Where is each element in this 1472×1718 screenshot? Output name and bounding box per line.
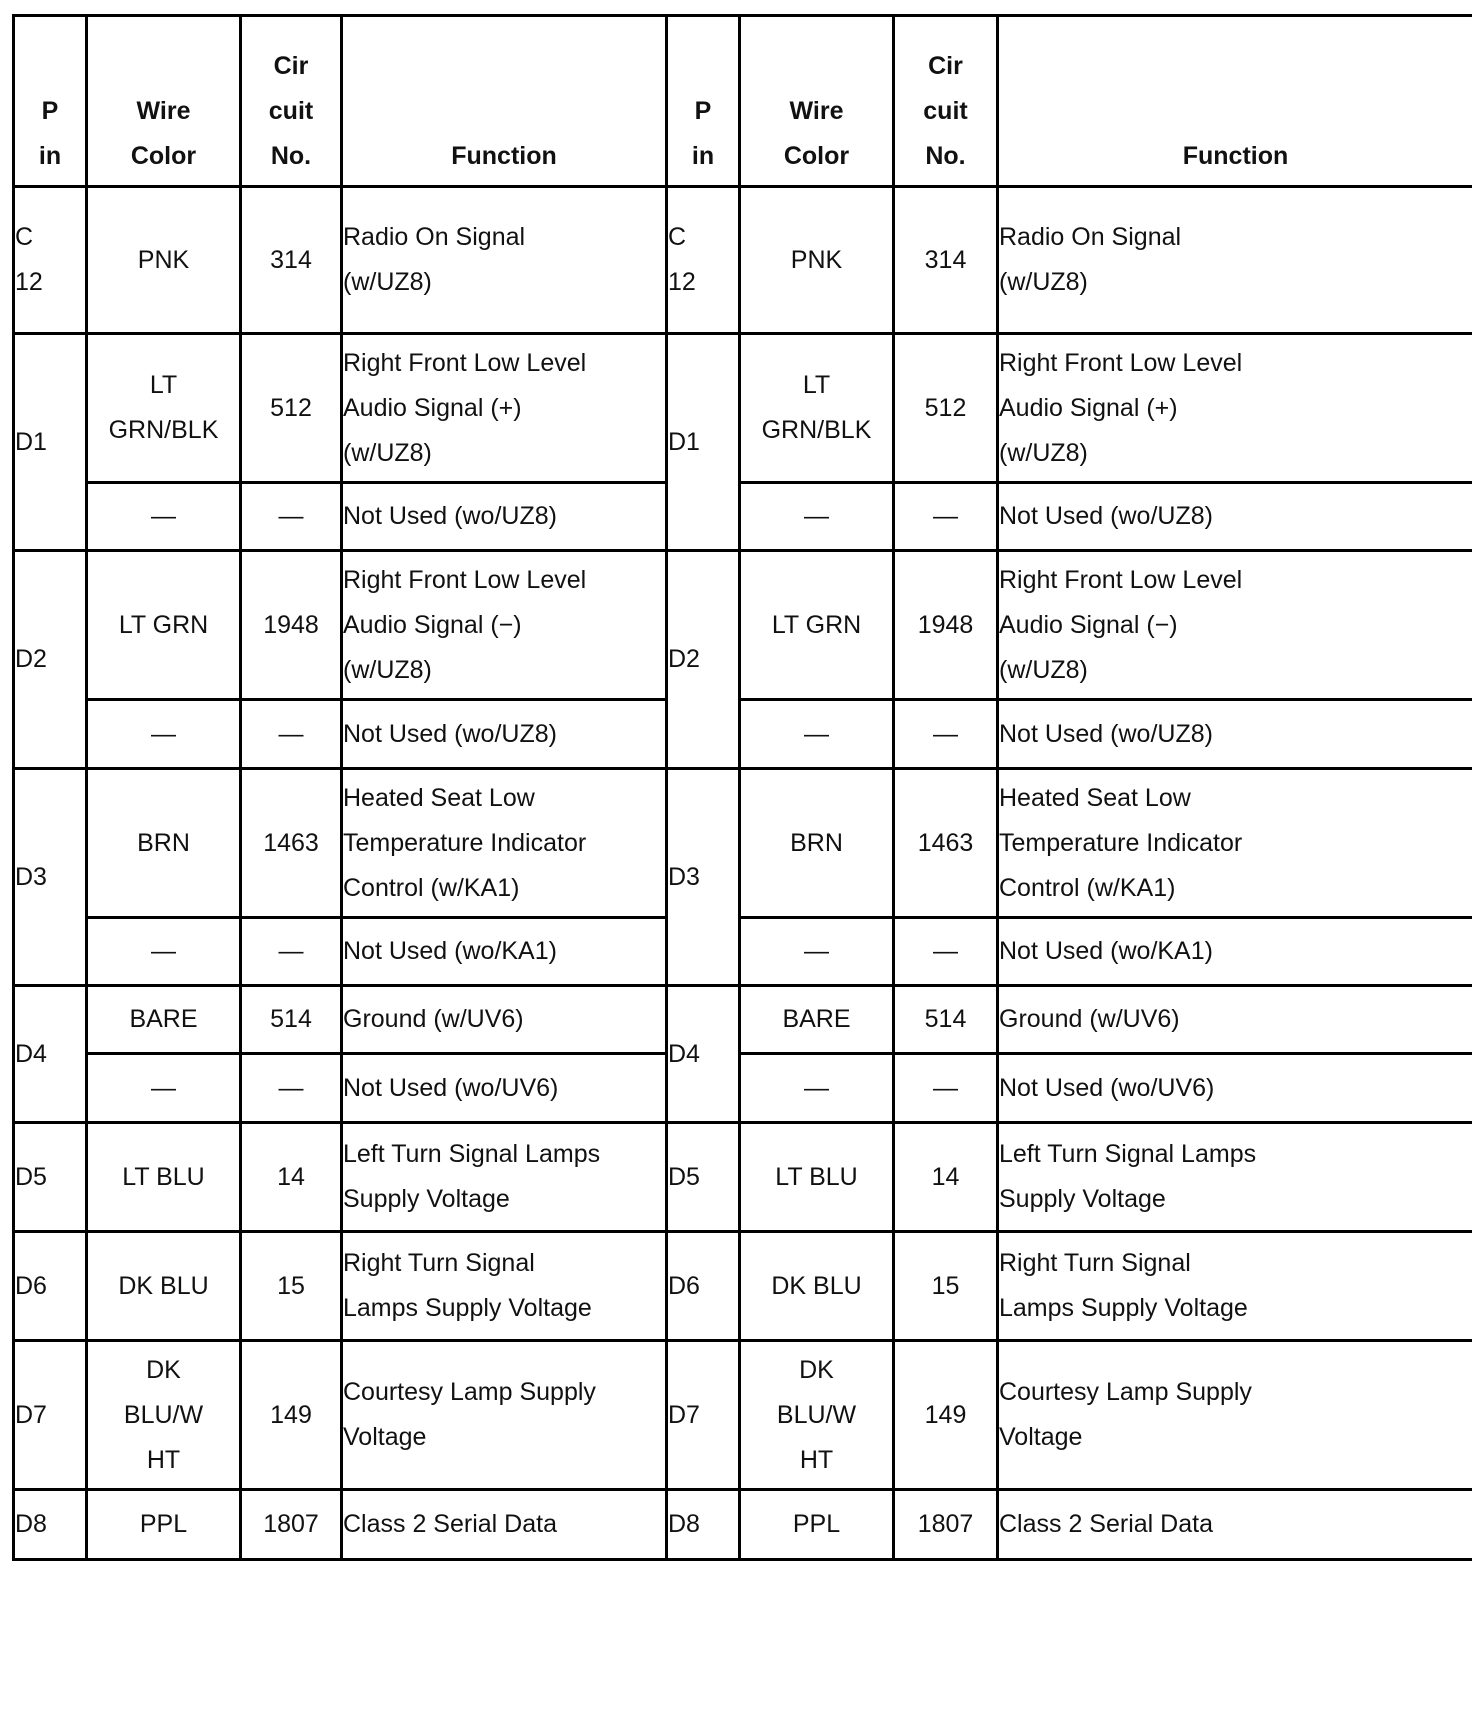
table-row [14,1123,1472,1232]
header-circuit-no: Cir cuit No. [241,16,342,187]
function-cell: Not Used (wo/UZ8) [342,483,667,551]
circuit-cell: 149 [241,1341,342,1490]
pin-cell: D7 [667,1341,740,1490]
function-cell: Not Used (wo/UV6) [342,1054,667,1123]
pin-cell: C 12 [14,187,87,334]
table-row [14,918,1472,986]
circuit-cell: 15 [241,1232,342,1341]
table-row [14,769,1472,918]
function-cell: Radio On Signal (w/UZ8) [998,187,1472,334]
function-cell: Ground (w/UV6) [998,986,1472,1054]
connector-pinout-table [12,14,1472,1561]
wire-color-cell: LT GRN [740,551,894,700]
wire-color-cell: — [740,918,894,986]
wire-color-cell: — [87,700,241,769]
circuit-cell: 15 [894,1232,998,1341]
circuit-cell: 14 [241,1123,342,1232]
wire-color-cell: — [87,918,241,986]
circuit-cell: 1463 [241,769,342,918]
wire-color-cell: — [740,700,894,769]
pin-cell: C 12 [667,187,740,334]
header-circuit-no: Cir cuit No. [894,16,998,187]
function-cell: Right Turn Signal Lamps Supply Voltage [342,1232,667,1341]
function-cell: Radio On Signal (w/UZ8) [342,187,667,334]
function-cell: Right Front Low Level Audio Signal (−) (w/UZ8) [998,551,1472,700]
pin-cell: D5 [14,1123,87,1232]
pin-cell: D4 [667,986,740,1123]
wire-color-cell: BRN [87,769,241,918]
pin-cell: D1 [667,334,740,551]
function-cell: Left Turn Signal Lamps Supply Voltage [998,1123,1472,1232]
table-row [14,1232,1472,1341]
function-cell: Not Used (wo/KA1) [998,918,1472,986]
pin-cell: D5 [667,1123,740,1232]
circuit-cell: 1463 [894,769,998,918]
wire-color-cell: BARE [87,986,241,1054]
function-cell: Right Front Low Level Audio Signal (+) (w/UZ8) [342,334,667,483]
function-cell: Ground (w/UV6) [342,986,667,1054]
pin-cell: D3 [667,769,740,986]
circuit-cell: 514 [894,986,998,1054]
header-function: Function [998,16,1472,187]
circuit-cell: — [241,918,342,986]
circuit-cell: — [894,918,998,986]
circuit-cell: — [894,700,998,769]
circuit-cell: 512 [241,334,342,483]
pin-cell: D6 [667,1232,740,1341]
function-cell: Class 2 Serial Data [998,1490,1472,1560]
pin-cell: D8 [14,1490,87,1560]
wire-color-cell: DK BLU [87,1232,241,1341]
pin-cell: D8 [667,1490,740,1560]
table-row [14,1490,1472,1560]
pin-cell: D2 [667,551,740,769]
wire-color-cell: LT GRN/BLK [87,334,241,483]
function-cell: Not Used (wo/UZ8) [342,700,667,769]
pin-cell: D2 [14,551,87,769]
wire-color-cell: DK BLU/W HT [87,1341,241,1490]
pin-cell: D6 [14,1232,87,1341]
function-cell: Courtesy Lamp Supply Voltage [998,1341,1472,1490]
table-row [14,700,1472,769]
header-pin: P in [667,16,740,187]
wire-color-cell: LT BLU [740,1123,894,1232]
pin-cell: D4 [14,986,87,1123]
circuit-cell: 314 [241,187,342,334]
circuit-cell: 1948 [241,551,342,700]
header-pin: P in [14,16,87,187]
wire-color-cell: — [87,1054,241,1123]
function-cell: Not Used (wo/UV6) [998,1054,1472,1123]
circuit-cell: 1807 [241,1490,342,1560]
pin-cell: D7 [14,1341,87,1490]
function-cell: Heated Seat Low Temperature Indicator Control (w/KA1) [998,769,1472,918]
circuit-cell: 149 [894,1341,998,1490]
circuit-cell: 14 [894,1123,998,1232]
header-wire-color: Wire Color [87,16,241,187]
wire-color-cell: PNK [740,187,894,334]
function-cell: Heated Seat Low Temperature Indicator Control (w/KA1) [342,769,667,918]
header-row [14,16,1472,187]
function-cell: Right Front Low Level Audio Signal (+) (w/UZ8) [998,334,1472,483]
circuit-cell: 514 [241,986,342,1054]
wire-color-cell: LT BLU [87,1123,241,1232]
wire-color-cell: PNK [87,187,241,334]
table-row [14,986,1472,1054]
function-cell: Right Front Low Level Audio Signal (−) (w/UZ8) [342,551,667,700]
header-function: Function [342,16,667,187]
function-cell: Right Turn Signal Lamps Supply Voltage [998,1232,1472,1341]
table-row [14,334,1472,483]
pin-cell: D3 [14,769,87,986]
header-wire-color: Wire Color [740,16,894,187]
table-row [14,1341,1472,1490]
wire-color-cell: — [740,1054,894,1123]
circuit-cell: — [894,483,998,551]
table-row [14,551,1472,700]
wire-color-cell: DK BLU [740,1232,894,1341]
circuit-cell: 314 [894,187,998,334]
circuit-cell: — [241,700,342,769]
circuit-cell: — [894,1054,998,1123]
pin-cell: D1 [14,334,87,551]
function-cell: Not Used (wo/UZ8) [998,700,1472,769]
function-cell: Class 2 Serial Data [342,1490,667,1560]
function-cell: Not Used (wo/UZ8) [998,483,1472,551]
circuit-cell: — [241,483,342,551]
circuit-cell: 1807 [894,1490,998,1560]
wire-color-cell: BARE [740,986,894,1054]
wire-color-cell: — [740,483,894,551]
table-row [14,1054,1472,1123]
table-row [14,187,1472,334]
wire-color-cell: PPL [740,1490,894,1560]
circuit-cell: 512 [894,334,998,483]
wire-color-cell: — [87,483,241,551]
function-cell: Courtesy Lamp Supply Voltage [342,1341,667,1490]
wire-color-cell: BRN [740,769,894,918]
table-row [14,483,1472,551]
wire-color-cell: PPL [87,1490,241,1560]
circuit-cell: — [241,1054,342,1123]
function-cell: Not Used (wo/KA1) [342,918,667,986]
wire-color-cell: LT GRN [87,551,241,700]
circuit-cell: 1948 [894,551,998,700]
wire-color-cell: DK BLU/W HT [740,1341,894,1490]
wire-color-cell: LT GRN/BLK [740,334,894,483]
function-cell: Left Turn Signal Lamps Supply Voltage [342,1123,667,1232]
